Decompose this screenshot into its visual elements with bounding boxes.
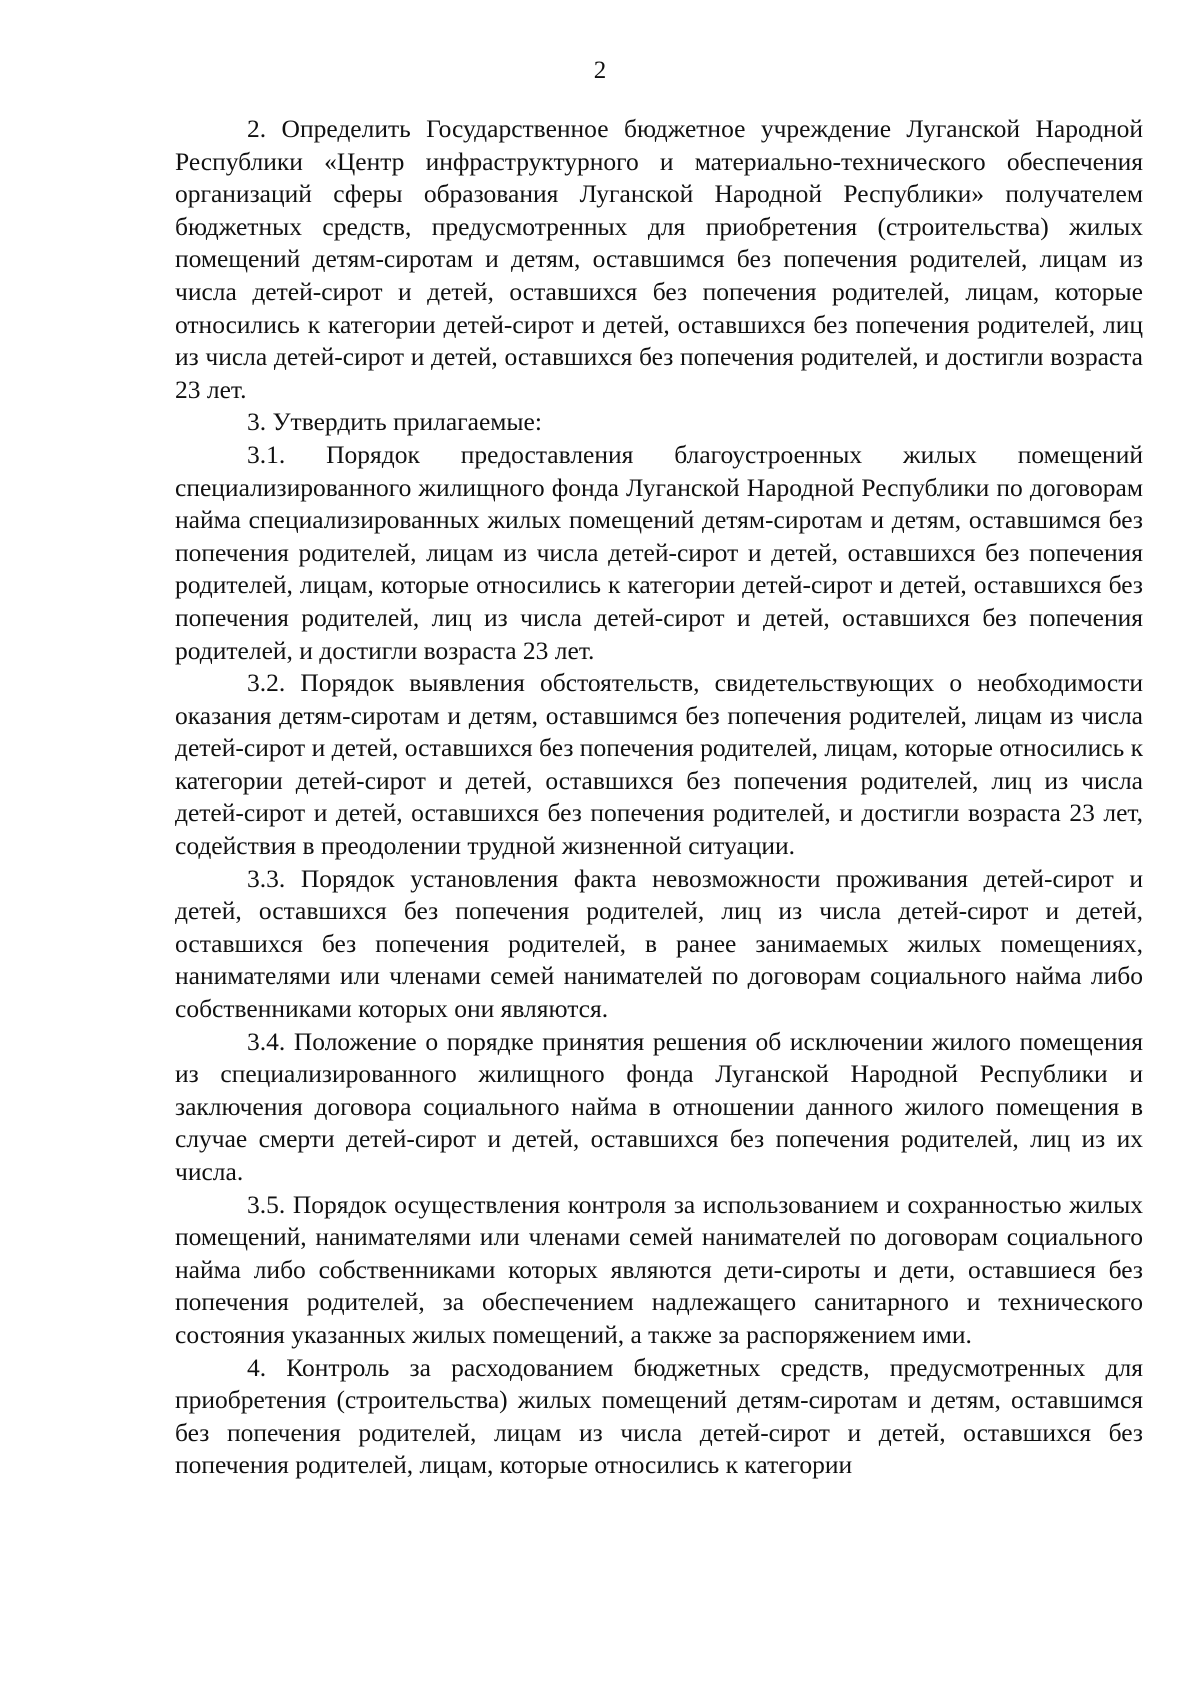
- paragraph-3-5: 3.5. Порядок осуществления контроля за использованием и сохранностью жилых помещений, нанимателями или членами семей нанимателей по договорам социального найма либо собственниками которых являются дети-сироты и дети, оставшиеся без попечения родителей, за обеспечением надлежащего санитарного и технического состояния указанных жилых помещений, а также за распоряжением ими.: [175, 1189, 1143, 1349]
- paragraph-4: 4. Контроль за расходованием бюджетных средств, предусмотренных для приобретения (строительства) жилых помещений детям-сиротам и детям, оставшимся без попечения родителей, лицам из числа детей-сирот и детей, оставшихся без попечения родителей, лицам, которые относились к категории: [175, 1352, 1143, 1480]
- document-body: [175, 113, 1143, 1482]
- page-number: 2: [593, 57, 607, 84]
- paragraph-3: 3. Утвердить прилагаемые:: [247, 407, 542, 437]
- paragraph-3-4: 3.4. Положение о порядке принятия решения об исключении жилого помещения из специализированного жилищного фонда Луганской Народной Республики и заключения договора социального найма в отношении данного жилого помещения в случае смерти детей-сирот и детей, оставшихся без попечения родителей, лиц из их числа.: [175, 1026, 1143, 1186]
- paragraph-3-3: 3.3. Порядок установления факта невозможности проживания детей-сирот и детей, оставшихся без попечения родителей, лиц из числа детей-сирот и детей, оставшихся без попечения родителей, в ранее занимаемых жилых помещениях, нанимателями или членами семей нанимателей по договорам социального найма либо собственниками которых они являются.: [175, 863, 1143, 1024]
- paragraph-3-2: 3.2. Порядок выявления обстоятельств, свидетельствующих о необходимости оказания детям-сиротам и детям, оставшимся без попечения родителей, лицам из числа детей-сирот и детей, оставшихся без попечения родителей, лицам, которые относились к категории детей-сирот и детей, оставшихся без попечения родителей, лиц из числа детей-сирот и детей, оставшихся без попечения родителей, и достигли возраста 23 лет, содействия в преодолении трудной жизненной ситуации.: [175, 668, 1143, 861]
- paragraph-3-1: 3.1. Порядок предоставления благоустроенных жилых помещений специализированного жилищного фонда Луганской Народной Республики по договорам найма специализированных жилых помещений детям-сиротам и детям, оставшимся без попечения родителей, лицам из числа детей-сирот и детей, оставшихся без попечения родителей, лицам, которые относились к категории детей-сирот и детей, оставшихся без попечения родителей, лиц из числа детей-сирот и детей, оставшихся без попечения родителей, и достигли возраста 23 лет.: [175, 439, 1143, 665]
- paragraph-2: 2. Определить Государственное бюджетное учреждение Луганской Народной Республики «Центр инфраструктурного и материально-технического обеспечения организаций сферы образования Луганской Народной Республики» получателем бюджетных средств, предусмотренных для приобретения (строительства) жилых помещений детям-сиротам и детям, оставшимся без попечения родителей, лицам из числа детей-сирот и детей, оставшихся без попечения родителей, лицам, которые относились к категории детей-сирот и детей, оставшихся без попечения родителей, лиц из числа детей-сирот и детей, оставшихся без попечения родителей, и достигли возраста 23 лет.: [175, 114, 1143, 404]
